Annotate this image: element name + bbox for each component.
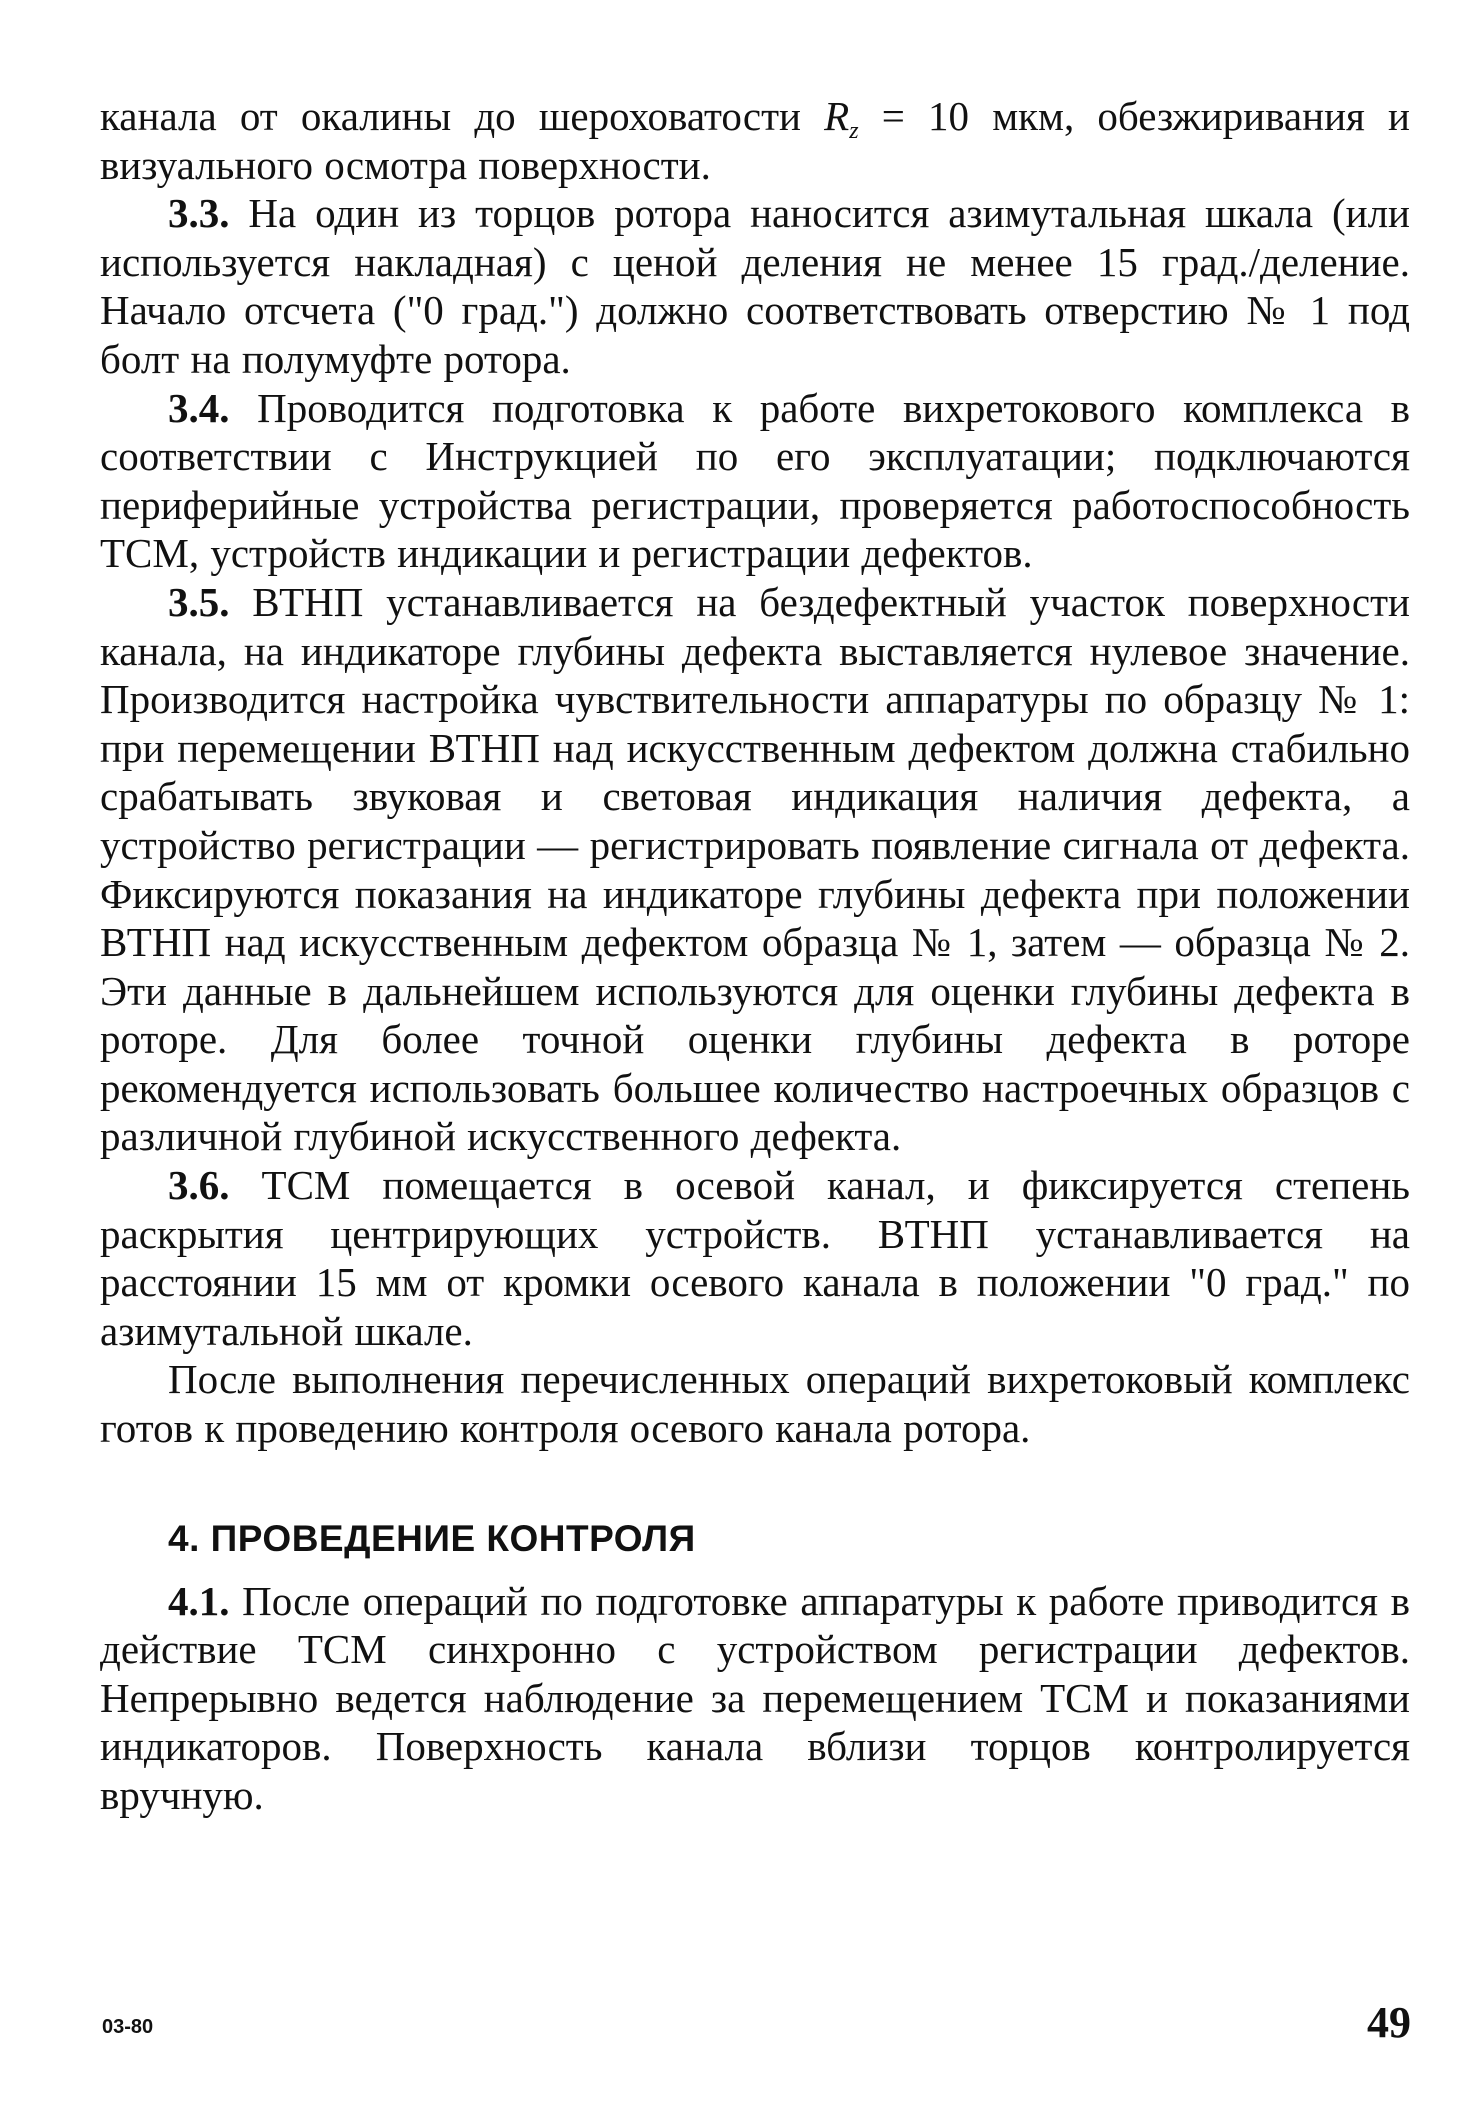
document-page (100, 92, 1410, 1820)
paragraph-number: 3.4. (168, 384, 230, 431)
intro-text-after: = 10 мкм, обезжиривания и визуального осмотра поверхности. (100, 93, 1410, 188)
intro-text-before: канала от окалины до шероховатости (100, 93, 825, 139)
paragraph-number: 3.3. (168, 190, 230, 237)
intro-paragraph (100, 92, 1410, 189)
paragraph-3-5 (100, 578, 1410, 1161)
footer-code: 03-80 (102, 2016, 154, 2038)
paragraph-text: После операций по подготовке аппаратуры к работе приводится в действие ТСМ синхронно с устройством регистрации дефектов. Непрерывно ведется наблюдение за перемещением ТСМ и показаниями индикаторов. Поверхность канала вблизи торцов контролируется вручную. (100, 1577, 1410, 1818)
rz-symbol (824, 93, 859, 144)
rz-letter: R (824, 93, 850, 139)
paragraph-number: 3.6. (168, 1162, 230, 1209)
rz-subscript: z (849, 118, 859, 144)
paragraph-text: Проводится подготовка к работе вихретокового комплекса в соответствии с Инструкцией по его эксплуатации; подключаются периферийные устройства регистрации, проверяется работоспособность ТСМ, устройств индикации и регистрации дефектов. (100, 384, 1410, 577)
section-4-heading: 4. ПРОВЕДЕНИЕ КОНТРОЛЯ (168, 1517, 696, 1559)
paragraph-number: 3.5. (168, 578, 230, 625)
paragraph-number: 4.1. (168, 1577, 230, 1624)
closing-paragraph: После выполнения перечисленных операций вихретоковый комплекс готов к проведению контроля осевого канала ротора. (100, 1356, 1410, 1452)
paragraph-3-6 (100, 1161, 1410, 1355)
paragraph-text: ВТНП устанавливается на бездефектный участок поверхности канала, на индикаторе глубины дефекта выставляется нулевое значение. Производится настройка чувствительности аппаратуры по образцу № 1: при перемещении ВТНП над искусственным дефектом должна стабильно срабатывать звуковая и световая индикация наличия дефекта, а устройство регистрации — регистрировать появление сигнала от дефекта. Фиксируются показания на индикаторе глубины дефекта при положении ВТНП над искусственным дефектом образца № 1, затем — образца № 2. Эти данные в дальнейшем используются для оценки глубины дефекта в роторе. Для более точной оценки глубины дефекта в роторе рекомендуется использовать большее количество настроечных образцов с различной глубиной искусственного дефекта. (100, 578, 1410, 1160)
paragraph-text: ТСМ помещается в осевой канал, и фиксируется степень раскрытия центрирующих устройств. ВТНП устанавливается на расстоянии 15 мм от кромки осевого канала в положении "0 град." по азимутальной шкале. (100, 1162, 1410, 1354)
paragraph-4-1 (100, 1577, 1410, 1820)
paragraph-3-3 (100, 189, 1410, 383)
paragraph-3-4 (100, 384, 1410, 578)
paragraph-text: На один из торцов ротора наносится азимутальная шкала (или используется накладная) с ценой деления не менее 15 град./деление. Начало отсчета ("0 град.") должно соответствовать отверстию № 1 под болт на полумуфте ротора. (100, 190, 1410, 382)
page-number: 49 (1367, 1998, 1411, 2047)
